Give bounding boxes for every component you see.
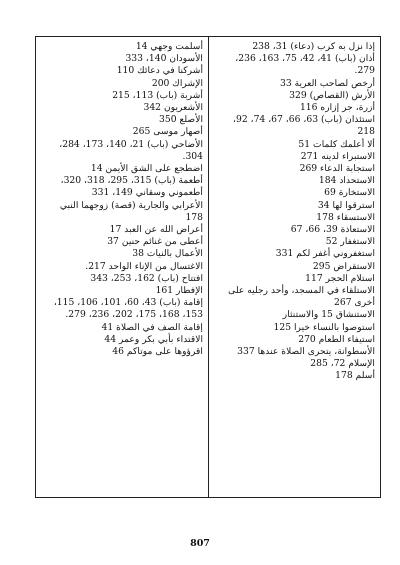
- index-entry: الأسطوانة، يتحرى الصلاة عندها 337: [237, 346, 375, 358]
- index-column-right: [208, 37, 380, 497]
- index-entry: أخرى 267: [334, 297, 375, 309]
- index-entry: الاستبراء لدينه 271: [300, 150, 375, 162]
- index-entry: الإسلام 72، 285: [310, 358, 375, 370]
- index-entry: 153، 168، 175، 202، 236، 279.: [65, 309, 203, 321]
- index-entry: استرقوا لها 34: [317, 199, 375, 211]
- index-entry: استغفروني أغفر لكم 331: [275, 248, 375, 260]
- index-entry: ألا أعلمك كلمات 51: [298, 138, 375, 150]
- index-entry: أطعموني وسقاني 149، 331: [91, 187, 203, 199]
- index-entry: أزرة، جر إزاره 116: [299, 102, 375, 114]
- index-entry: أعطى من غنائم حنين 37: [107, 236, 203, 248]
- index-entry: الأسودان 140، 333: [125, 53, 203, 65]
- index-entry: الإشراك 200: [151, 77, 203, 89]
- index-entry: الاستنشاق 15 والاستنثار: [282, 309, 375, 321]
- index-entry: إذا نزل به كرب (دعاء) 31، 238: [252, 41, 375, 52]
- index-entry: الاستلقاء في المسجد، وأحد رجليه على: [228, 285, 375, 297]
- index-entry: أذان (باب) 41، 42، 75، 163، 236،: [235, 53, 375, 65]
- index-entry: استلام الحجر 117: [305, 272, 375, 284]
- index-column-left: [36, 37, 208, 497]
- index-entry: الاستحداد 184: [318, 175, 375, 187]
- index-entry: الأعرابي والجارية (قصة) زوجهما النبي 178: [59, 199, 203, 223]
- index-entry: افتتاح (باب) 162، 253، 343: [90, 272, 203, 284]
- index-entry: الأصلع 350: [159, 114, 203, 126]
- index-entry: الأشعريون 342: [143, 102, 203, 114]
- index-entry: أصهار موسى 265: [132, 126, 203, 138]
- index-entry: استيفاء الطعام 270: [298, 333, 375, 345]
- index-entry: أشركنا في دعائك 110: [116, 65, 203, 77]
- index-entry: الأضاحي (باب) 21، 140، 173، 284،: [59, 138, 203, 150]
- index-entry: استجابة الدعاء 269: [299, 163, 375, 175]
- index-entry: استوصوا بالنساء خيرا 125: [273, 321, 375, 333]
- index-entry: أرخص لصاحب العرية 33: [280, 77, 375, 89]
- index-entry: 304.: [182, 150, 203, 162]
- index-entry: الاستسقاء 178: [316, 211, 375, 223]
- index-entry: أشربة (باب) 113، 215: [112, 89, 203, 101]
- index-entry: الاستعاذة 39، 66، 67: [290, 224, 375, 236]
- index-entry: إقامة الصف في الصلاة 41: [101, 321, 203, 333]
- index-entry: الاستخارة 69: [324, 187, 375, 199]
- index-entry: الأعمال بالنيات 38: [132, 248, 203, 260]
- index-entry: استئذان (باب) 63، 66، 67، 74، 92،: [233, 114, 375, 126]
- page-number: 807: [190, 538, 210, 549]
- index-entry: الاقتداء بأبي بكر وعمر 44: [104, 333, 203, 345]
- index-entry: إقامة (باب) 43، 60، 101، 106، 115،: [53, 297, 203, 309]
- index-entry: الاستقراض 295: [312, 260, 375, 272]
- index-entry: الأرش (القصاص) 329: [289, 89, 375, 101]
- index-entry: الاغتسال من الإناء الواحد 217.: [85, 260, 203, 272]
- index-entry: الإفطار 161: [155, 285, 203, 297]
- index-table: [35, 36, 381, 498]
- index-entry: اضطجع على الشق الأيمن 14: [90, 163, 203, 175]
- index-entry: 279.: [354, 65, 375, 77]
- index-entry: أطعمة (باب) 315، 295، 318، 320،: [60, 175, 203, 187]
- index-entry: الاستغفار 52: [325, 236, 375, 248]
- index-entry: اقرؤوها على موتاكم 46: [112, 346, 203, 358]
- index-entry: 218: [357, 126, 375, 138]
- index-entry: أسلمت وجهي 14: [135, 41, 203, 52]
- index-entry: أسلم 178: [335, 370, 375, 382]
- index-entry: أعراض الله عن العبد 17: [109, 224, 203, 236]
